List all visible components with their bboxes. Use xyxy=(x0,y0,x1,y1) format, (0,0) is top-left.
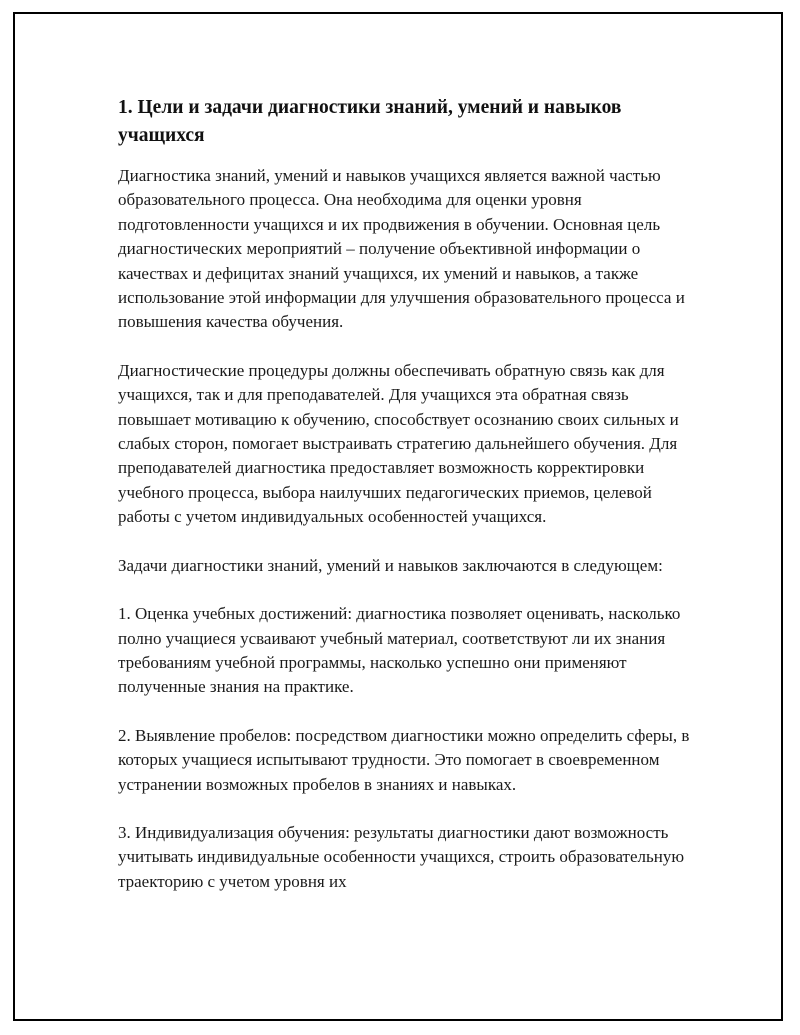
section-heading: 1. Цели и задачи диагностики знаний, умений и навыков учащихся xyxy=(118,97,622,146)
list-item-gaps: 2. Выявление пробелов: посредством диагностики можно определить сферы, в которых учащиеся испытывают трудности. Это помогает в своевременном устранении возможных пробелов в знаниях и навыках. xyxy=(118,725,690,794)
list-item-assessment: 1. Оценка учебных достижений: диагностика позволяет оценивать, насколько полно учащиеся усваивают учебный материал, соответствуют ли их знания требованиям учебной программы, насколько успешно они применяют полученные знания на практике. xyxy=(118,604,681,697)
list-item-individualization: 3. Индивидуализация обучения: результаты диагностики дают возможность учитывать индивидуальные особенности учащихся, строить образовательную траекторию с учетом уровня их xyxy=(118,822,685,891)
document-body xyxy=(118,94,698,918)
paragraph-tasks-intro: Задачи диагностики знаний, умений и навыков заключаются в следующем: xyxy=(118,555,663,575)
paragraph-feedback: Диагностические процедуры должны обеспечивать обратную связь как для учащихся, так и для преподавателей. Для учащихся эта обратная связь повышает мотивацию к обучению, способствует осознанию своих сильных и слабых сторон, помогает выстраивать стратегию дальнейшего обучения. Для преподавателей диагностика предоставляет возможность корректировки учебного процесса, выбора наилучших педагогических приемов, целевой работы с учетом индивидуальных особенностей учащихся. xyxy=(118,360,679,527)
paragraph-intro: Диагностика знаний, умений и навыков учащихся является важной частью образовательного процесса. Она необходима для оценки уровня подготовленности учащихся и их продвижения в обучении. Основная цель диагностических мероприятий – получение объективной информации о качествах и дефицитах знаний учащихся, их умений и навыков, а также использование этой информации для улучшения образовательного процесса и повышения качества обучения. xyxy=(118,166,685,332)
